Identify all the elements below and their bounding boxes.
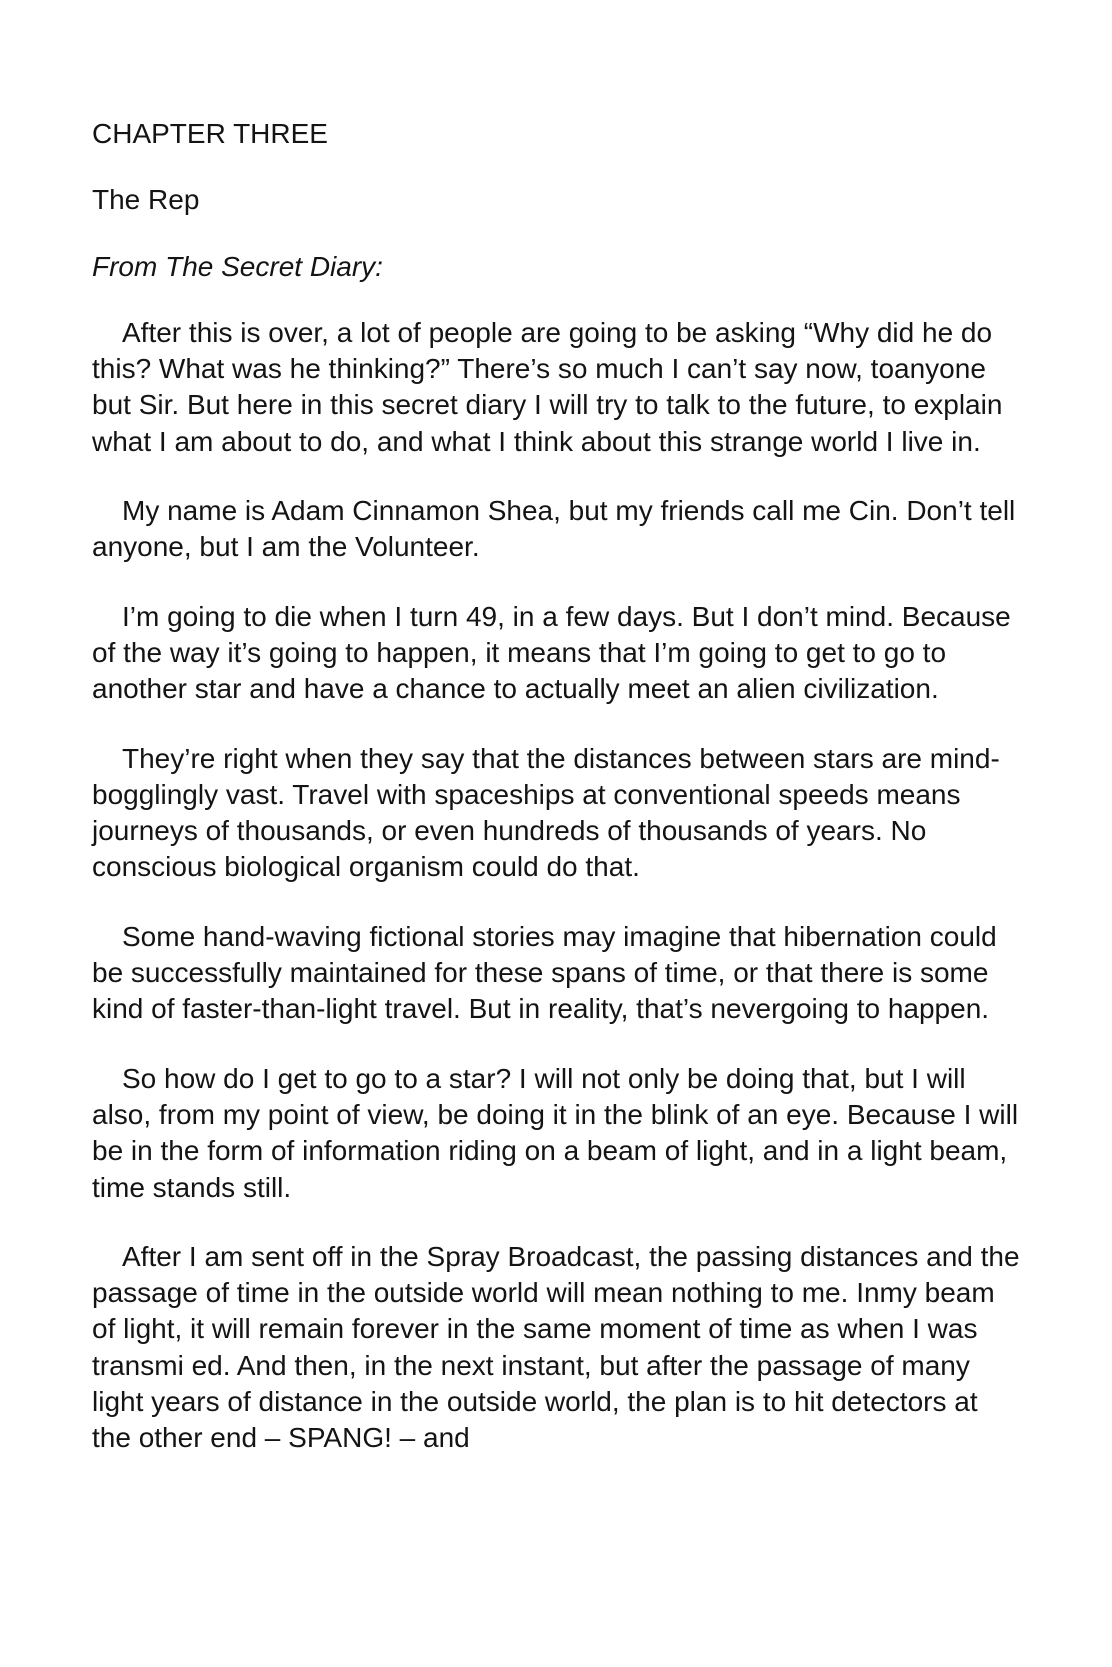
paragraph: So how do I get to go to a star? I will not only be doing that, but I will also, from my point of view, be doing it in the blink of an eye. Because I will be in the form of information riding on a beam of light, and in a light beam, time stands still. [92,1062,1019,1203]
page-body [92,116,1022,1490]
paragraph: After I am sent off in the Spray Broadcast, the passing distances and the passage of time in the outside world will mean nothing to me. Inmy beam of light, it will remain forever in the same moment of time as when I was transmi ed. And then, in the next instant, but after the passage of many light years of distance in the outside world, the plan is to hit detectors at the other end – SPANG! – and [92,1240,1020,1454]
epigraph: From The Secret Diary: [92,250,383,282]
chapter-title: The Rep [92,184,200,216]
paragraph: I’m going to die when I turn 49, in a few days. But I don’t mind. Because of the way it’s going to happen, it means that I’m going to get to go to another star and have a chance to actually meet an alien civilization. [92,600,1011,705]
paragraph: After this is over, a lot of people are going to be asking “Why did he do this? What was he thinking?” There’s so much I can’t say now, toanyone but Sir. But here in this secret diary I will try to talk to the future, to explain what I am about to do, and what I think about this strange world I live in. [92,316,1003,457]
paragraph: My name is Adam Cinnamon Shea, but my friends call me Cin. Don’t tell anyone, but I am the Volunteer. [92,495,1016,563]
chapter-heading: CHAPTER THREE [92,118,328,149]
paragraph: Some hand-waving fictional stories may imagine that hibernation could be successfully maintained for these spans of time, or that there is some kind of faster-than-light travel. But in reality, that’s nevergoing to happen. [92,920,997,1025]
paragraph: They’re right when they say that the distances between stars are mind-bogglingly vast. Travel with spaceships at conventional speeds means journeys of thousands, or even hundreds of thousands of years. No conscious biological organism could do that. [92,742,1000,883]
